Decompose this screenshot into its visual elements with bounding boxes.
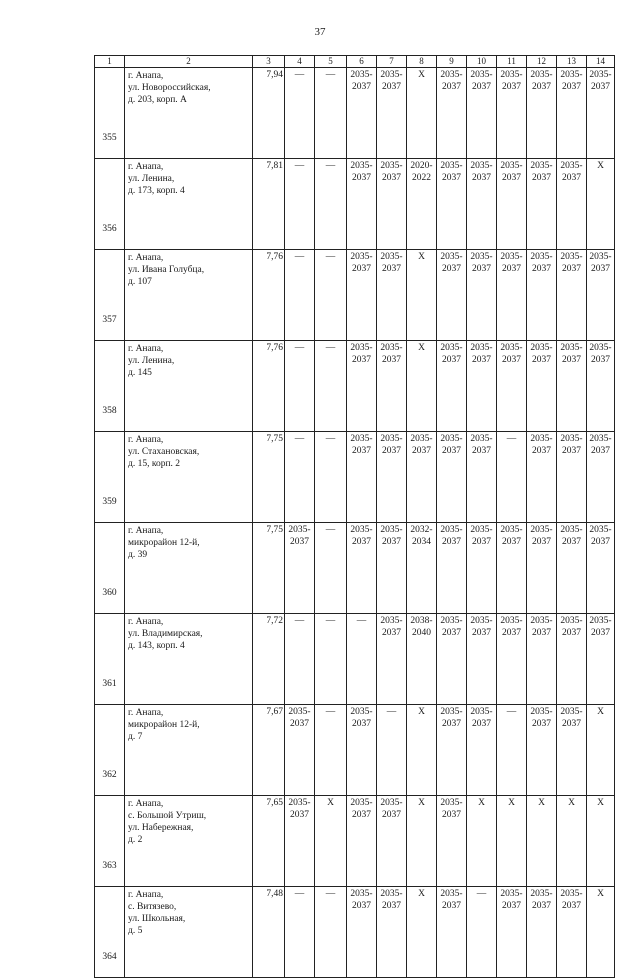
period-cell: X (587, 705, 615, 796)
period-cell: 2035- 2037 (497, 68, 527, 159)
period-cell: 2035- 2037 (497, 250, 527, 341)
period-cell: X (587, 159, 615, 250)
period-cell: 2035- 2037 (557, 614, 587, 705)
row-number: 355 (95, 68, 125, 159)
period-cell: 2035- 2037 (407, 432, 437, 523)
period-cell: — (285, 614, 315, 705)
period-cell: X (407, 705, 437, 796)
period-cell: 2035- 2037 (527, 432, 557, 523)
period-cell: X (587, 796, 615, 887)
period-cell: 2035- 2037 (437, 432, 467, 523)
table-row (95, 341, 615, 432)
period-cell: 2035- 2037 (557, 159, 587, 250)
period-cell: 2035- 2037 (587, 614, 615, 705)
period-cell: 2035- 2037 (527, 341, 557, 432)
period-cell: 2035- 2037 (377, 159, 407, 250)
period-cell: — (315, 705, 347, 796)
period-cell: 2035- 2037 (437, 523, 467, 614)
period-cell: 2035- 2037 (467, 432, 497, 523)
address-cell: г. Анапа, микрорайон 12-й, д. 7 (125, 705, 253, 796)
period-cell: 2035- 2037 (557, 887, 587, 978)
period-cell: — (285, 887, 315, 978)
period-cell: X (407, 250, 437, 341)
period-cell: 2035- 2037 (437, 159, 467, 250)
period-cell: 2035- 2037 (377, 341, 407, 432)
period-cell: 2035- 2037 (557, 341, 587, 432)
address-cell: г. Анапа, ул. Ивана Голубца, д. 107 (125, 250, 253, 341)
column-number: 4 (285, 56, 315, 68)
period-cell: — (285, 432, 315, 523)
period-cell: — (315, 341, 347, 432)
period-cell: 2035- 2037 (347, 250, 377, 341)
period-cell: — (497, 705, 527, 796)
period-cell: 2035- 2037 (527, 887, 557, 978)
score-cell: 7,75 (253, 523, 285, 614)
period-cell: X (497, 796, 527, 887)
period-cell: 2035- 2037 (587, 432, 615, 523)
score-cell: 7,94 (253, 68, 285, 159)
period-cell: — (315, 68, 347, 159)
period-cell: 2035- 2037 (527, 159, 557, 250)
period-cell: 2035- 2037 (587, 341, 615, 432)
period-cell: 2035- 2037 (347, 796, 377, 887)
period-cell: 2035- 2037 (377, 250, 407, 341)
period-cell: 2035- 2037 (347, 159, 377, 250)
period-cell: X (587, 887, 615, 978)
column-number: 13 (557, 56, 587, 68)
row-number: 363 (95, 796, 125, 887)
row-number: 362 (95, 705, 125, 796)
period-cell: 2035- 2037 (285, 796, 315, 887)
period-cell: — (315, 523, 347, 614)
period-cell: 2035- 2037 (497, 887, 527, 978)
period-cell: 2035- 2037 (497, 523, 527, 614)
column-number: 5 (315, 56, 347, 68)
row-number: 358 (95, 341, 125, 432)
table-row (95, 250, 615, 341)
period-cell: 2035- 2037 (497, 614, 527, 705)
housing-register-table (94, 55, 615, 978)
period-cell: X (557, 796, 587, 887)
period-cell: 2035- 2037 (587, 68, 615, 159)
period-cell: 2035- 2037 (377, 887, 407, 978)
period-cell: 2035- 2037 (467, 341, 497, 432)
period-cell: — (467, 887, 497, 978)
period-cell: 2035- 2037 (557, 705, 587, 796)
period-cell: 2035- 2037 (437, 614, 467, 705)
period-cell: 2035- 2037 (377, 523, 407, 614)
period-cell: 2020- 2022 (407, 159, 437, 250)
score-cell: 7,76 (253, 341, 285, 432)
period-cell: 2035- 2037 (347, 887, 377, 978)
period-cell: — (315, 432, 347, 523)
period-cell: 2035- 2037 (587, 523, 615, 614)
column-number: 2 (125, 56, 253, 68)
period-cell: 2035- 2037 (437, 796, 467, 887)
column-number: 9 (437, 56, 467, 68)
period-cell: — (315, 250, 347, 341)
period-cell: 2035- 2037 (467, 159, 497, 250)
column-number: 8 (407, 56, 437, 68)
period-cell: 2035- 2037 (557, 432, 587, 523)
column-number: 1 (95, 56, 125, 68)
table-row (95, 705, 615, 796)
score-cell: 7,72 (253, 614, 285, 705)
period-cell: 2035- 2037 (467, 523, 497, 614)
score-cell: 7,65 (253, 796, 285, 887)
period-cell: 2035- 2037 (347, 341, 377, 432)
table-row (95, 159, 615, 250)
address-cell: г. Анапа, ул. Новороссийская, д. 203, корп. А (125, 68, 253, 159)
period-cell: — (315, 159, 347, 250)
period-cell: X (467, 796, 497, 887)
table-row (95, 523, 615, 614)
address-cell: г. Анапа, микрорайон 12-й, д. 39 (125, 523, 253, 614)
period-cell: — (315, 887, 347, 978)
score-cell: 7,76 (253, 250, 285, 341)
period-cell: 2035- 2037 (377, 68, 407, 159)
period-cell: 2035- 2037 (467, 705, 497, 796)
period-cell: 2035- 2037 (437, 250, 467, 341)
period-cell: 2035- 2037 (347, 523, 377, 614)
period-cell: — (285, 341, 315, 432)
period-cell: — (285, 250, 315, 341)
period-cell: 2035- 2037 (347, 705, 377, 796)
period-cell: 2035- 2037 (347, 432, 377, 523)
column-number: 6 (347, 56, 377, 68)
table-row (95, 432, 615, 523)
period-cell: 2035- 2037 (557, 68, 587, 159)
row-number: 364 (95, 887, 125, 978)
score-cell: 7,48 (253, 887, 285, 978)
period-cell: 2035- 2037 (587, 250, 615, 341)
period-cell: 2035- 2037 (527, 68, 557, 159)
period-cell: 2035- 2037 (377, 796, 407, 887)
period-cell: X (315, 796, 347, 887)
period-cell: 2035- 2037 (437, 887, 467, 978)
period-cell: 2035- 2037 (285, 705, 315, 796)
period-cell: X (407, 68, 437, 159)
period-cell: 2035- 2037 (467, 250, 497, 341)
address-cell: г. Анапа, с. Витязево, ул. Школьная, д. 5 (125, 887, 253, 978)
column-number-row (95, 56, 615, 68)
column-number: 14 (587, 56, 615, 68)
period-cell: — (315, 614, 347, 705)
period-cell: 2032- 2034 (407, 523, 437, 614)
period-cell: 2035- 2037 (467, 614, 497, 705)
period-cell: 2035- 2037 (377, 614, 407, 705)
column-number: 3 (253, 56, 285, 68)
period-cell: 2035- 2037 (527, 614, 557, 705)
period-cell: 2035- 2037 (557, 523, 587, 614)
address-cell: г. Анапа, с. Большой Утриш, ул. Набережная, д. 2 (125, 796, 253, 887)
period-cell: 2035- 2037 (437, 705, 467, 796)
column-number: 10 (467, 56, 497, 68)
row-number: 356 (95, 159, 125, 250)
period-cell: 2035- 2037 (437, 68, 467, 159)
score-cell: 7,81 (253, 159, 285, 250)
address-cell: г. Анапа, ул. Ленина, д. 145 (125, 341, 253, 432)
period-cell: 2035- 2037 (497, 159, 527, 250)
period-cell: 2035- 2037 (285, 523, 315, 614)
period-cell: 2035- 2037 (347, 68, 377, 159)
period-cell: 2035- 2037 (557, 250, 587, 341)
table-row (95, 614, 615, 705)
period-cell: — (347, 614, 377, 705)
period-cell: 2038- 2040 (407, 614, 437, 705)
column-number: 7 (377, 56, 407, 68)
page-number: 37 (314, 26, 326, 38)
period-cell: X (407, 796, 437, 887)
period-cell: 2035- 2037 (527, 705, 557, 796)
period-cell: 2035- 2037 (377, 432, 407, 523)
address-cell: г. Анапа, ул. Стахановская, д. 15, корп. 2 (125, 432, 253, 523)
row-number: 361 (95, 614, 125, 705)
table-row (95, 887, 615, 978)
period-cell: 2035- 2037 (467, 68, 497, 159)
period-cell: 2035- 2037 (527, 250, 557, 341)
period-cell: — (285, 159, 315, 250)
period-cell: — (497, 432, 527, 523)
address-cell: г. Анапа, ул. Ленина, д. 173, корп. 4 (125, 159, 253, 250)
row-number: 357 (95, 250, 125, 341)
period-cell: X (407, 887, 437, 978)
table-row (95, 796, 615, 887)
score-cell: 7,67 (253, 705, 285, 796)
score-cell: 7,75 (253, 432, 285, 523)
table-row (95, 68, 615, 159)
period-cell: — (377, 705, 407, 796)
period-cell: X (407, 341, 437, 432)
column-number: 11 (497, 56, 527, 68)
period-cell: — (285, 68, 315, 159)
row-number: 360 (95, 523, 125, 614)
period-cell: 2035- 2037 (437, 341, 467, 432)
period-cell: 2035- 2037 (497, 341, 527, 432)
period-cell: 2035- 2037 (527, 523, 557, 614)
column-number: 12 (527, 56, 557, 68)
address-cell: г. Анапа, ул. Владимирская, д. 143, корп. 4 (125, 614, 253, 705)
period-cell: X (527, 796, 557, 887)
row-number: 359 (95, 432, 125, 523)
